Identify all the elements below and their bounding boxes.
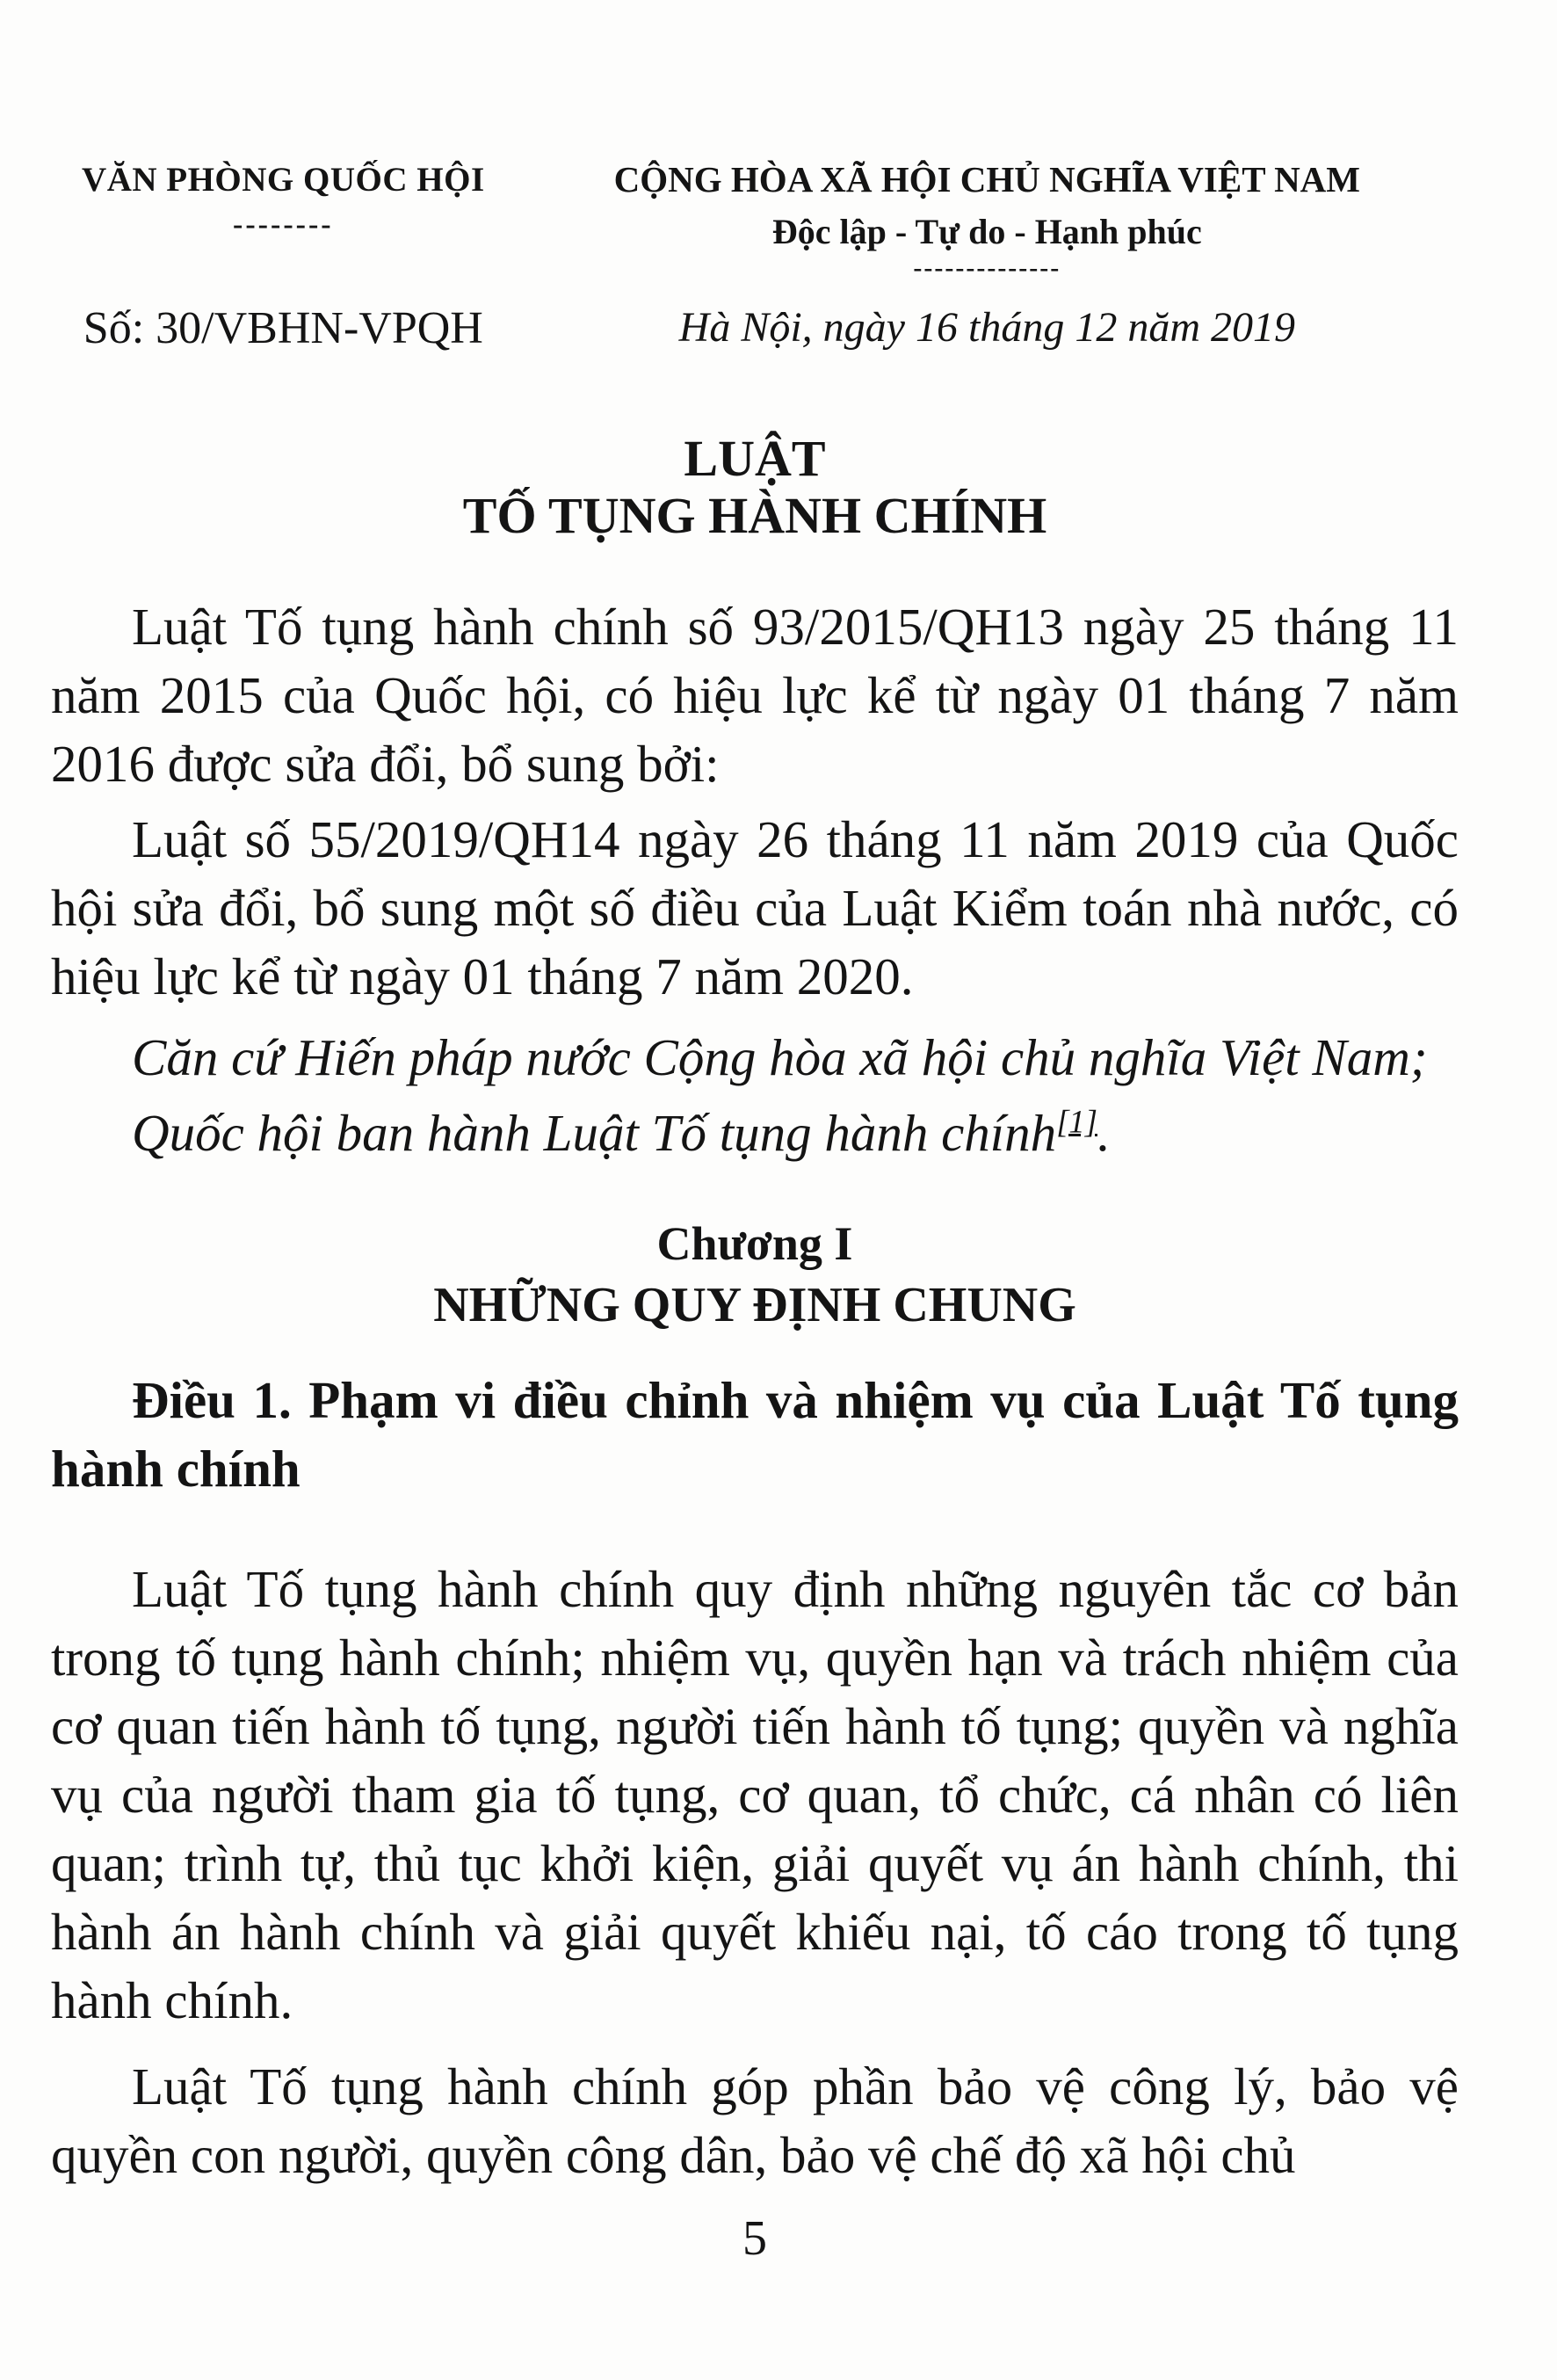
article-1-heading: Điều 1. Phạm vi điều chỉnh và nhiệm vụ của Luật Tố tụng hành chính [51, 1371, 1459, 1498]
national-title: CỘNG HÒA XÃ HỘI CHỦ NGHĨA VIỆT NAM [613, 159, 1360, 200]
national-motto: Độc lập - Tự do - Hạnh phúc [771, 212, 1202, 251]
footnote-1-reference: [1] [1056, 1103, 1097, 1140]
document-title [51, 431, 1459, 545]
header-issuing-agency-block [51, 156, 516, 355]
national-motto-divider: -------------- [913, 253, 1061, 282]
issuing-agency-divider: -------- [233, 208, 334, 241]
preamble-enactment-clause [51, 1099, 1459, 1167]
enactment-period: . [1097, 1104, 1111, 1162]
enactment-text: Quốc hội ban hành Luật Tố tụng hành chính [132, 1104, 1057, 1162]
header-national-block [516, 156, 1459, 355]
place-date-line: Hà Nội, ngày 16 tháng 12 năm 2019 [678, 304, 1295, 351]
preamble-amending-law: Luật số 55/2019/QH14 ngày 26 tháng 11 năm 2019 của Quốc hội sửa đổi, bổ sung một số điều của Luật Kiểm toán nhà nước, có hiệu lực kể từ ngày 01 tháng 7 năm 2020. [51, 810, 1459, 1005]
page-number: 5 [742, 2211, 767, 2266]
article-1-paragraph-1: Luật Tố tụng hành chính quy định những nguyên tắc cơ bản trong tố tụng hành chính; nhiệm vụ, quyền hạn và trách nhiệm của cơ quan tiến hành tố tụng, người tiến hành tố tụng; quyền và nghĩa vụ của người tham gia tố tụng, cơ quan, tổ chức, cá nhân có liên quan; trình tự, thủ tục khởi kiện, giải quyết vụ án hành chính, thi hành án hành chính và giải quyết khiếu nại, tố cáo trong tố tụng hành chính. [51, 1560, 1459, 2029]
document-header [51, 156, 1459, 355]
preamble-constitutional-basis: Căn cứ Hiến pháp nước Cộng hòa xã hội chủ nghĩa Việt Nam; [132, 1028, 1428, 1086]
chapter-heading [51, 1216, 1459, 1336]
chapter-label: Chương I [656, 1217, 853, 1270]
document-title-line-2: TỐ TỤNG HÀNH CHÍNH [462, 487, 1047, 544]
issuing-agency-name: VĂN PHÒNG QUỐC HỘI [82, 161, 485, 199]
document-title-line-1: LUẬT [684, 430, 826, 487]
document-number: Số: 30/VBHN-VPQH [83, 303, 483, 353]
article-1-paragraph-2: Luật Tố tụng hành chính góp phần bảo vệ công lý, bảo vệ quyền con người, quyền công dân, bảo vệ chế độ xã hội chủ [51, 2057, 1459, 2184]
preamble-amended-intro: Luật Tố tụng hành chính số 93/2015/QH13 ngày 25 tháng 11 năm 2015 của Quốc hội, có hiệu lực kể từ ngày 01 tháng 7 năm 2016 được sửa đổi, bổ sung bởi: [51, 598, 1459, 793]
chapter-title: NHỮNG QUY ĐỊNH CHUNG [433, 1278, 1076, 1332]
